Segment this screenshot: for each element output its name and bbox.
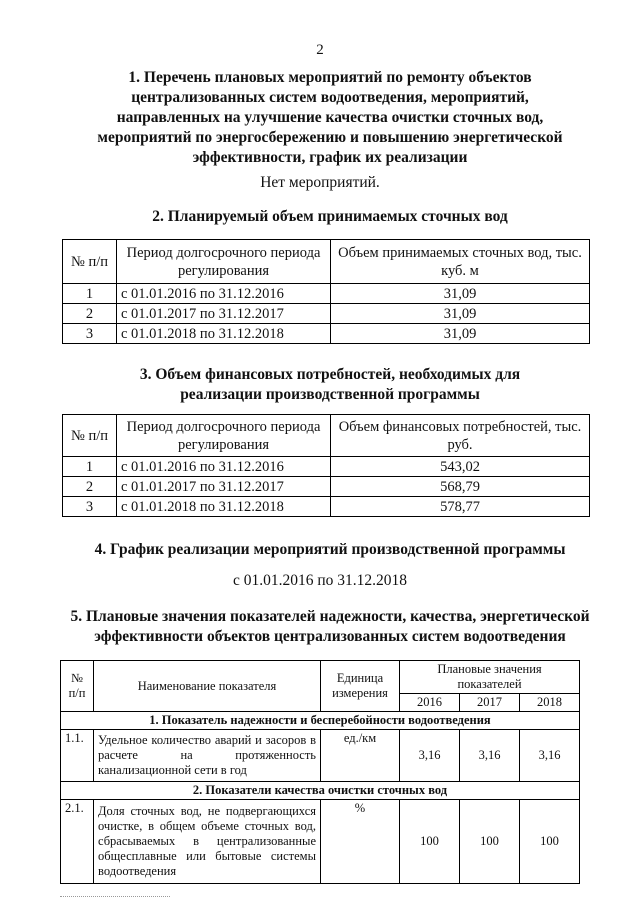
section1-note: Нет мероприятий.: [260, 174, 380, 191]
section4-title: 4. График реализации мероприятий производственной программы: [94, 541, 566, 558]
row-period: с 01.01.2016 по 31.12.2016: [117, 284, 331, 304]
row-amount: 578,77: [331, 497, 590, 517]
row-num: 1: [63, 457, 117, 477]
header-year: 2018: [520, 694, 580, 712]
row-value: 100: [460, 800, 520, 884]
table-row: [63, 477, 590, 497]
section2-title: 2. Планируемый объем принимаемых сточных вод: [152, 208, 508, 225]
row-amount: 543,02: [331, 457, 590, 477]
table-row: [61, 730, 580, 782]
row-value: 3,16: [520, 730, 580, 782]
section1-title-line: мероприятий по энергосбережению и повышению энергетической: [97, 129, 563, 146]
header-indicator-name: Наименование показателя: [94, 661, 321, 712]
row-volume: 31,09: [331, 304, 590, 324]
table-header-row: [63, 415, 590, 457]
row-amount: 568,79: [331, 477, 590, 497]
table-header-row: [63, 240, 590, 284]
row-num: 1.1.: [61, 730, 94, 782]
page-number: 2: [316, 42, 324, 58]
row-period: с 01.01.2016 по 31.12.2016: [117, 457, 331, 477]
row-unit: %: [321, 800, 400, 884]
group-title: 2. Показатели качества очистки сточных вод: [61, 782, 580, 800]
header-period: Период долгосрочного периода регулирования: [117, 240, 331, 284]
table-row: [63, 457, 590, 477]
row-num: 3: [63, 324, 117, 344]
row-num: 2.1.: [61, 800, 94, 884]
section3-title: [60, 365, 600, 405]
section5-title-line: эффективности объектов централизованных систем водоотведения: [94, 628, 566, 645]
financial-needs-table: [62, 414, 590, 517]
row-value: 100: [520, 800, 580, 884]
row-num: 1: [63, 284, 117, 304]
row-volume: 31,09: [331, 324, 590, 344]
header-year: 2017: [460, 694, 520, 712]
table-row: [61, 800, 580, 884]
table-group-row: [61, 782, 580, 800]
group-title: 1. Показатель надежности и бесперебойности водоотведения: [61, 712, 580, 730]
table-row: [63, 324, 590, 344]
row-value: 100: [400, 800, 460, 884]
header-period: Период долгосрочного периода регулирования: [117, 415, 331, 457]
row-indicator-name: Удельное количество аварий и засоров в расчете на протяженность канализационной сети в год: [94, 730, 321, 782]
row-period: с 01.01.2017 по 31.12.2017: [117, 304, 331, 324]
row-period: с 01.01.2018 по 31.12.2018: [117, 497, 331, 517]
header-year: 2016: [400, 694, 460, 712]
row-unit: ед./км: [321, 730, 400, 782]
section1-title-line: 1. Перечень плановых мероприятий по ремонту объектов: [128, 69, 532, 86]
table-row: [63, 497, 590, 517]
section1-title-line: направленных на улучшение качества очистки сточных вод,: [116, 109, 544, 126]
indicators-table: [60, 660, 580, 884]
row-num: 2: [63, 304, 117, 324]
row-num: 2: [63, 477, 117, 497]
header-num: № п/п: [61, 661, 94, 712]
table-row: [63, 284, 590, 304]
table-group-row: [61, 712, 580, 730]
section5-title-line: 5. Плановые значения показателей надежности, качества, энергетической: [70, 608, 590, 625]
wastewater-volume-table: [62, 239, 590, 344]
section1-title-line: централизованных систем водоотведения, мероприятий,: [131, 89, 529, 106]
header-planned-values: Плановые значения показателей: [400, 661, 580, 694]
row-period: с 01.01.2018 по 31.12.2018: [117, 324, 331, 344]
section5-title: [40, 607, 620, 647]
row-period: с 01.01.2017 по 31.12.2017: [117, 477, 331, 497]
section4-period: с 01.01.2016 по 31.12.2018: [232, 572, 408, 589]
row-volume: 31,09: [331, 284, 590, 304]
section1-title-line: эффективности, график их реализации: [192, 149, 468, 166]
section1-title: [60, 68, 600, 168]
header-num: № п/п: [63, 415, 117, 457]
section3-title-line: реализации производственной программы: [180, 386, 480, 403]
row-value: 3,16: [460, 730, 520, 782]
section3-title-line: 3. Объем финансовых потребностей, необходимых для: [139, 366, 521, 383]
table-row: [63, 304, 590, 324]
row-indicator-name: Доля сточных вод, не подвергающихся очистке, в общем объеме сточных вод, сбрасываемых в централизованные общесплавные или бытовые системы водоотведения: [94, 800, 321, 884]
scan-footer-mark: [60, 896, 170, 899]
row-num: 3: [63, 497, 117, 517]
header-volume: Объем принимаемых сточных вод, тыс. куб. м: [331, 240, 590, 284]
header-unit: Единица измерения: [321, 661, 400, 712]
row-value: 3,16: [400, 730, 460, 782]
table-header-row: [61, 661, 580, 694]
header-num: № п/п: [63, 240, 117, 284]
header-finance: Объем финансовых потребностей, тыс. руб.: [331, 415, 590, 457]
